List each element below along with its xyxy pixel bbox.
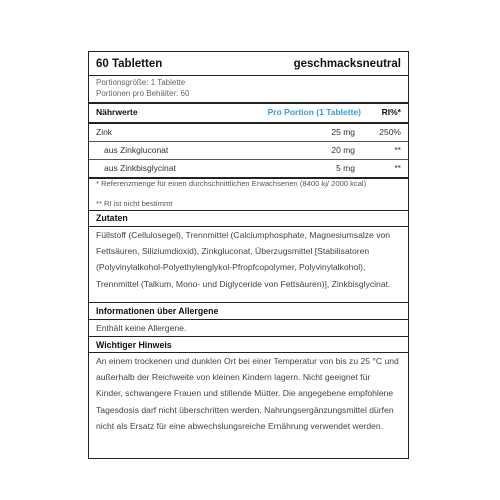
col-header-per-serving: Pro Portion (1 Tablette)	[267, 107, 361, 117]
servings-per-container: Portionen pro Behälter: 60	[96, 89, 190, 98]
divider	[89, 336, 408, 337]
package-count: 60 Tabletten	[96, 58, 163, 70]
divider	[89, 210, 408, 211]
col-header-ri: RI%*	[381, 107, 401, 117]
nutrient-name: aus Zinkbisglycinat	[104, 163, 176, 173]
nutrient-amount: 5 mg	[336, 163, 355, 173]
flavor-label: geschmacksneutral	[293, 58, 401, 70]
table-row	[96, 142, 401, 158]
nutrient-name: Zink	[96, 127, 113, 137]
notice-heading: Wichtiger Hinweis	[96, 340, 172, 350]
ingredients-text: Füllstoff (Cellulosegel), Trennmittel (Calciumphosphate, Magnesiumsalze von Fettsäuren, Siliziumdioxid), Zinkgluconat, Überzugsmittel [Stabilisatoren (Polyvinylalkohol-Polyethylenglykol-Pfropfcopolymer, Polyvinylalkohol), Trennmittel (Talkum, Mono- und Diglyceride von Fettsäuren)], Zinkbisglycinat.	[96, 230, 391, 289]
divider	[89, 302, 408, 303]
notice-text: An einem trockenen und dunklen Ort bei einer Temperatur von bis zu 25 °C und außerhalb der Reichweite von kleinen Kindern lagern. Nicht geeignet für Kinder, schwangere Frauen und stillende Mütter. Die angegebene empfohlene Tagesdosis darf nicht überschritten werden. Nahrungsergänzungsmittel dürfen nicht als Ersatz für eine abwechslungsreiche Ernährung verwendet werden.	[96, 356, 399, 431]
table-row	[96, 124, 401, 140]
nutrition-facts-panel	[88, 51, 409, 459]
nutrient-ri: **	[394, 163, 401, 173]
nutrient-ri: 250%	[379, 127, 401, 137]
divider	[89, 75, 408, 76]
panel-header	[96, 58, 401, 74]
serving-size: Portionsgröße: 1 Tablette	[96, 78, 186, 87]
ingredients-heading: Zutaten	[96, 213, 128, 223]
nutrient-amount: 25 mg	[331, 127, 355, 137]
allergens-heading: Informationen über Allergene	[96, 306, 219, 316]
nutrient-amount: 20 mg	[331, 145, 355, 155]
ri-not-set-footnote: ** RI ist nicht bestimmt	[96, 199, 173, 208]
table-row	[96, 160, 401, 176]
nutrient-ri: **	[394, 145, 401, 155]
table-header	[96, 104, 401, 120]
col-header-nutrients: Nährwerte	[96, 107, 138, 117]
ri-footnote: * Referenzmenge für einen durchschnittlichen Erwachsenen (8400 kj/ 2000 kcal)	[96, 179, 367, 188]
nutrient-name: aus Zinkgluconat	[104, 145, 169, 155]
allergens-text: Enthält keine Allergene.	[96, 323, 187, 333]
